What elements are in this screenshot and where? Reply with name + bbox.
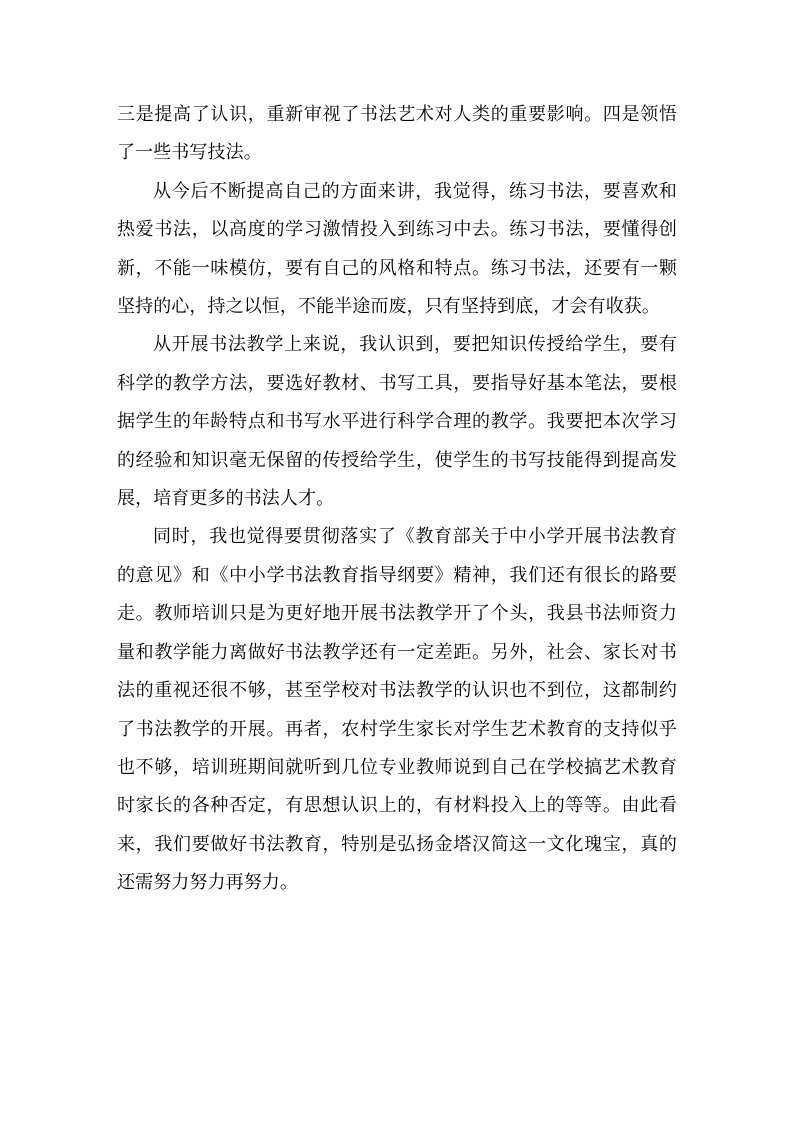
paragraph-3: 从开展书法教学上来说，我认识到，要把知识传授给学生，要有科学的教学方法，要选好教材、书写工具，要指导好基本笔法，要根据学生的年龄特点和书写水平进行科学合理的教学。我要把本次学习的经验和知识毫无保留的传授给学生，使学生的书写技能得到提高发展，培育更多的书法人才。 <box>117 334 677 510</box>
paragraph-1: 三是提高了认识，重新审视了书法艺术对人类的重要影响。四是领悟了一些书写技法。 <box>117 104 677 164</box>
paragraph-4: 同时，我也觉得要贯彻落实了《教育部关于中小学开展书法教育的意见》和《中小学书法教育指导纲要》精神，我们还有很长的路要走。教师培训只是为更好地开展书法教学开了个头，我县书法师资力量和教学能力离做好书法教学还有一定差距。另外，社会、家长对书法的重视还很不够，甚至学校对书法教学的认识也不到位，这都制约了书法教学的开展。再者，农村学生家长对学生艺术教育的支持似乎也不够，培训班期间就听到几位专业教师说到自己在学校搞艺术教育时家长的各种否定，有思想认识上的，有材料投入上的等等。由此看来，我们要做好书法教育，特别是弘扬金塔汉简这一文化瑰宝，真的还需努力努力再努力。 <box>117 526 677 894</box>
paragraph-2: 从今后不断提高自己的方面来讲，我觉得，练习书法，要喜欢和热爱书法，以高度的学习激情投入到练习中去。练习书法，要懂得创新，不能一味模仿，要有自己的风格和特点。练习书法，还要有一颗坚持的心，持之以恒，不能半途而废，只有坚持到底，才会有收获。 <box>117 180 677 318</box>
document-body <box>117 96 677 903</box>
